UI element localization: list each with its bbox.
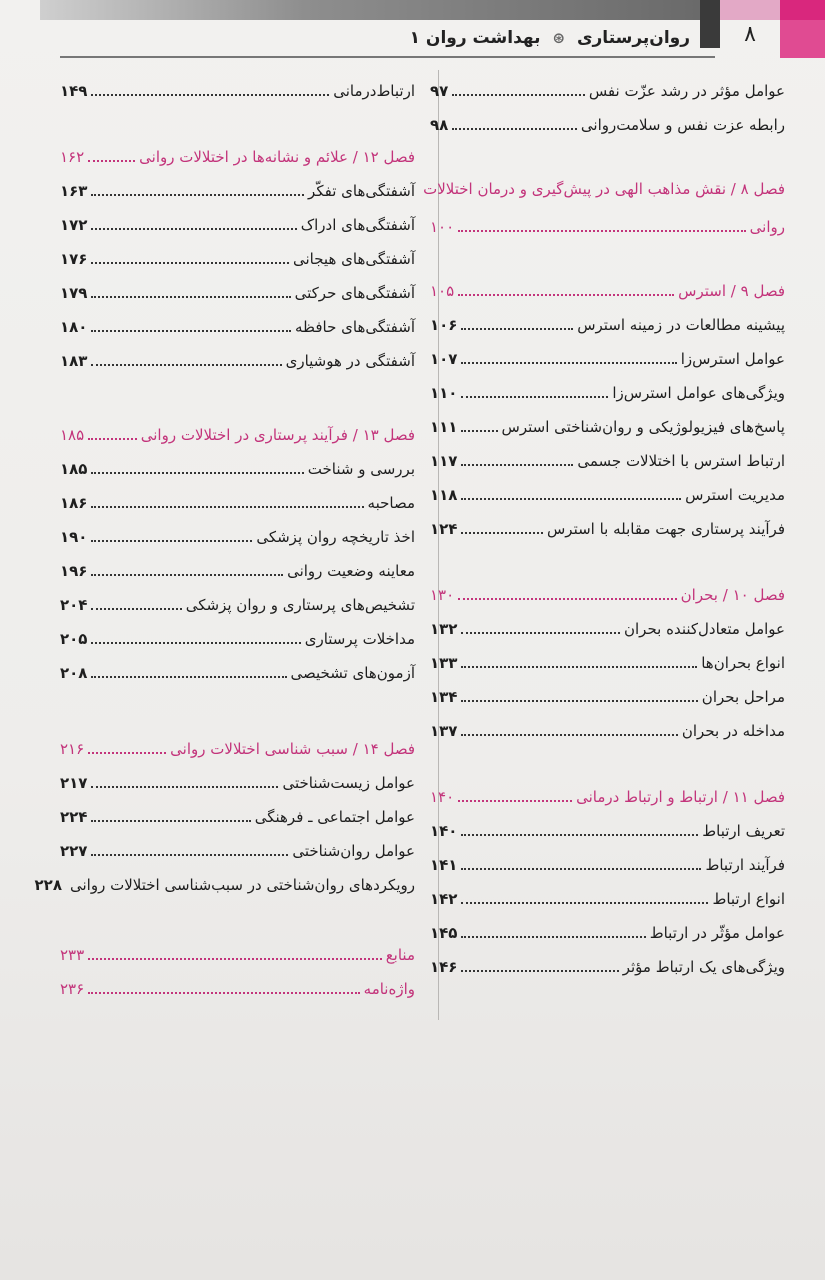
leader-dots	[452, 127, 577, 130]
toc-entry-title: فصل ۱۱ / ارتباط و ارتباط درمانی	[576, 788, 785, 806]
column-divider	[438, 70, 439, 1020]
toc-entry	[430, 78, 785, 102]
leader-dots	[88, 991, 359, 994]
toc-entry	[60, 212, 415, 236]
toc-chapter-heading	[60, 976, 415, 1000]
toc-page-number: ۲۳۳	[60, 946, 85, 964]
toc-entry-title: عوامل مؤثر در رشد عزّت نفس	[588, 82, 785, 100]
toc-chapter-heading	[60, 422, 415, 446]
leader-dots	[461, 699, 697, 702]
leader-dots	[461, 833, 698, 836]
toc-page-number: ۱۷۶	[60, 250, 88, 268]
toc-page-number: ۲۰۸	[60, 664, 88, 682]
leader-dots	[461, 395, 608, 398]
toc-page-number: ۱۴۰	[430, 788, 455, 806]
toc-page-number: ۱۳۰	[430, 586, 455, 604]
toc-page-number: ۱۸۰	[60, 318, 88, 336]
toc-entry	[60, 770, 415, 794]
leader-dots	[88, 437, 137, 440]
toc-entry-title: مدیریت استرس	[685, 486, 785, 504]
leader-dots	[461, 935, 645, 938]
leader-dots	[91, 227, 296, 230]
toc-chapter-heading	[423, 176, 785, 200]
toc-entry-title: ارتباط‌درمانی	[333, 82, 415, 100]
header-band	[40, 0, 700, 20]
leader-dots	[91, 675, 286, 678]
toc-entry-title: عوامل روان‌شناختی	[292, 842, 415, 860]
toc-entry-title: ارتباط استرس با اختلالات جسمی	[577, 452, 785, 470]
toc-entry	[430, 112, 785, 136]
toc-page-number: ۱۴۹	[60, 82, 88, 100]
toc-entry-title: فصل ۱۰ / بحران	[680, 586, 785, 604]
toc-page-number: ۱۸۵	[60, 460, 88, 478]
header-accent-pink	[780, 0, 825, 20]
toc-entry-title: ویژگی‌های عوامل استرس‌زا	[612, 384, 785, 402]
toc-entry-title: منابع	[385, 946, 415, 964]
toc-page-number: ۹۸	[430, 116, 449, 134]
toc-page-number: ۱۱۰	[430, 384, 458, 402]
toc-page-number: ۱۰۰	[430, 218, 455, 236]
toc-page-number: ۱۳۳	[430, 654, 458, 672]
toc-page-number: ۱۹۶	[60, 562, 88, 580]
toc-entry-title: آزمون‌های تشخیصی	[290, 664, 415, 682]
toc-entry	[60, 178, 415, 202]
toc-entry-title: فصل ۱۲ / علائم و نشانه‌ها در اختلالات روانی	[139, 148, 415, 166]
toc-entry-title: آشفتگی در هوشیاری	[285, 352, 415, 370]
leader-dots	[91, 193, 304, 196]
leader-dots	[461, 463, 573, 466]
toc-entry	[430, 516, 785, 540]
toc-page-number: ۱۸۶	[60, 494, 88, 512]
running-header	[410, 28, 690, 48]
toc-page-number: ۲۱۶	[60, 740, 85, 758]
leader-dots	[461, 867, 701, 870]
toc-entry-title: آشفتگی‌های حرکتی	[294, 284, 415, 302]
toc-entry	[430, 380, 785, 404]
leader-dots	[91, 363, 281, 366]
toc-entry-title: فصل ۱۴ / سبب شناسی اختلالات روانی	[170, 740, 415, 758]
leader-dots	[91, 607, 181, 610]
subject-title: بهداشت روان ۱	[409, 28, 541, 48]
toc-entry-title: روانی	[749, 218, 785, 236]
toc-page-number: ۱۴۲	[430, 890, 458, 908]
toc-entry-title: آشفتگی‌های حافظه	[295, 318, 415, 336]
toc-entry	[60, 456, 415, 480]
toc-page-number: ۱۱۸	[430, 486, 458, 504]
leader-dots	[88, 957, 382, 960]
toc-entry-title: عوامل متعادل‌کننده بحران	[624, 620, 785, 638]
leader-dots	[91, 505, 363, 508]
leader-dots	[461, 327, 573, 330]
toc-entry	[60, 490, 415, 514]
toc-entry-title: بررسی و شناخت	[307, 460, 415, 478]
toc-entry	[60, 348, 415, 372]
toc-entry-title: آشفتگی‌های هیجانی	[293, 250, 415, 268]
toc-page-number: ۲۲۷	[60, 842, 88, 860]
leader-dots	[91, 471, 303, 474]
toc-page-number: ۱۳۲	[430, 620, 458, 638]
leader-dots	[452, 93, 585, 96]
toc-entry-title: مداخلات پرستاری	[304, 630, 415, 648]
toc-page-number: ۱۲۴	[430, 520, 458, 538]
toc-entry	[60, 592, 415, 616]
toc-entry	[430, 346, 785, 370]
header-accent-light-pink	[720, 0, 780, 20]
leader-dots	[461, 901, 708, 904]
toc-page-number: ۱۱۷	[430, 452, 458, 470]
book-title: روان‌پرستاری	[576, 28, 690, 48]
toc-page-number: ۱۳۴	[430, 688, 458, 706]
header-accent-pink-tab	[780, 20, 825, 58]
toc-entry-title: فصل ۸ / نقش مذاهب الهی در پیش‌گیری و درمان اختلالات	[423, 180, 785, 198]
toc-chapter-heading	[430, 582, 785, 606]
leader-dots	[91, 819, 250, 822]
toc-page-number: ۲۰۴	[60, 596, 88, 614]
toc-entry	[430, 818, 785, 842]
toc-entry-title: فصل ۹ / استرس	[678, 282, 785, 300]
toc-entry	[60, 314, 415, 338]
toc-page-number: ۱۰۷	[430, 350, 458, 368]
toc-entry-title: آشفتگی‌های تفکّر	[308, 182, 415, 200]
toc-entry-title: اخذ تاریخچه روان پزشکی	[256, 528, 415, 546]
toc-entry-title: آشفتگی‌های ادراک	[300, 216, 415, 234]
toc-entry	[430, 448, 785, 472]
leader-dots	[91, 93, 329, 96]
toc-page-number: ۱۸۳	[60, 352, 88, 370]
leader-dots	[91, 539, 252, 542]
leader-dots	[91, 853, 288, 856]
toc-entry-title: پیشینه مطالعات در زمینه استرس	[577, 316, 785, 334]
toc-entry	[430, 684, 785, 708]
leader-dots	[91, 573, 283, 576]
toc-page-number: ۱۴۵	[430, 924, 458, 942]
toc-entry	[430, 312, 785, 336]
leader-dots	[91, 785, 278, 788]
toc-entry-title: فرآیند ارتباط	[705, 856, 785, 874]
header-rule	[60, 56, 715, 58]
toc-entry	[60, 524, 415, 548]
toc-entry	[430, 414, 785, 438]
toc-entry	[430, 852, 785, 876]
leader-dots	[461, 969, 618, 972]
toc-page-number: ۲۳۶	[60, 980, 85, 998]
toc-entry-title: مراحل بحران	[701, 688, 785, 706]
toc-chapter-heading	[430, 214, 785, 238]
toc-page-number: ۲۲۸	[34, 876, 62, 894]
toc-entry-title: فصل ۱۳ / فرآیند پرستاری در اختلالات روانی	[140, 426, 415, 444]
toc-page-number: ۲۰۵	[60, 630, 88, 648]
leader-dots	[91, 261, 289, 264]
toc-entry-title: رابطه عزت نفس و سلامت‌روانی	[580, 116, 785, 134]
toc-page-number: ۲۱۷	[60, 774, 88, 792]
toc-page-number: ۱۶۲	[60, 148, 85, 166]
toc-chapter-heading	[60, 942, 415, 966]
toc-entry-title: ویژگی‌های یک ارتباط مؤثر	[622, 958, 785, 976]
toc-entry	[430, 482, 785, 506]
toc-page-number: ۱۴۱	[430, 856, 458, 874]
page-number: ۸	[744, 22, 756, 47]
toc-entry-title: انواع بحران‌ها	[701, 654, 785, 672]
toc-entry	[60, 626, 415, 650]
toc-entry-title: معاینه وضعیت روانی	[287, 562, 415, 580]
leader-dots	[461, 733, 677, 736]
leader-dots	[461, 429, 497, 432]
toc-entry-title: مداخله در بحران	[681, 722, 785, 740]
toc-page-number: ۱۰۵	[430, 282, 455, 300]
toc-entry	[60, 660, 415, 684]
toc-entry-title: مصاحبه	[367, 494, 415, 512]
toc-page-number: ۱۴۰	[430, 822, 458, 840]
toc-entry	[60, 280, 415, 304]
leader-dots	[461, 531, 543, 534]
toc-entry-title: تشخیص‌های پرستاری و روان پزشکی	[185, 596, 415, 614]
toc-entry	[430, 718, 785, 742]
toc-entry	[34, 872, 415, 896]
leader-dots	[461, 497, 681, 500]
toc-entry	[430, 616, 785, 640]
toc-page-number: ۱۰۶	[430, 316, 458, 334]
leader-dots	[88, 159, 135, 162]
toc-page-number: ۱۱۱	[430, 418, 458, 436]
toc-chapter-heading	[430, 784, 785, 808]
toc-page-number: ۲۲۴	[60, 808, 88, 826]
leader-dots	[458, 799, 572, 802]
toc-entry-title: عوامل استرس‌زا	[680, 350, 785, 368]
leader-dots	[88, 751, 166, 754]
toc-entry-title: رویکردهای روان‌شناختی در سبب‌شناسی اختلالات روانی	[69, 876, 415, 894]
toc-entry-title: عوامل اجتماعی ـ فرهنگی	[254, 808, 415, 826]
leader-dots	[458, 293, 674, 296]
toc-entry-title: فرآیند پرستاری جهت مقابله با استرس	[546, 520, 785, 538]
toc-entry	[60, 78, 415, 102]
toc-page-number: ۱۹۰	[60, 528, 88, 546]
leader-dots	[458, 229, 745, 232]
leader-dots	[91, 641, 300, 644]
toc-entry-title: تعریف ارتباط	[702, 822, 785, 840]
toc-entry	[60, 804, 415, 828]
toc-chapter-heading	[60, 144, 415, 168]
toc-page-number: ۱۶۳	[60, 182, 88, 200]
toc-page-number: ۱۷۹	[60, 284, 88, 302]
leader-dots	[458, 597, 676, 600]
toc-chapter-heading	[60, 736, 415, 760]
toc-entry-title: عوامل مؤثّر در ارتباط	[649, 924, 785, 942]
toc-chapter-heading	[430, 278, 785, 302]
leader-dots	[461, 361, 676, 364]
toc-entry-title: عوامل زیست‌شناختی	[282, 774, 415, 792]
toc-entry	[430, 886, 785, 910]
toc-entry	[60, 246, 415, 270]
toc-entry	[60, 838, 415, 862]
leader-dots	[91, 329, 291, 332]
toc-page-number: ۱۷۲	[60, 216, 88, 234]
toc-page-number: ۹۷	[430, 82, 449, 100]
toc-page-number: ۱۸۵	[60, 426, 85, 444]
toc-page-number: ۱۴۶	[430, 958, 458, 976]
leader-dots	[461, 631, 620, 634]
header-accent-dark	[700, 0, 720, 48]
toc-entry	[430, 920, 785, 944]
toc-entry-title: پاسخ‌های فیزیولوژیکی و روان‌شناختی استرس	[501, 418, 785, 436]
separator-icon: ⊛	[552, 29, 566, 47]
toc-entry-title: انواع ارتباط	[712, 890, 785, 908]
toc-entry	[430, 954, 785, 978]
toc-entry	[430, 650, 785, 674]
toc-page-number: ۱۳۷	[430, 722, 458, 740]
leader-dots	[461, 665, 697, 668]
toc-entry	[60, 558, 415, 582]
toc-entry-title: واژه‌نامه	[363, 980, 415, 998]
leader-dots	[91, 295, 290, 298]
